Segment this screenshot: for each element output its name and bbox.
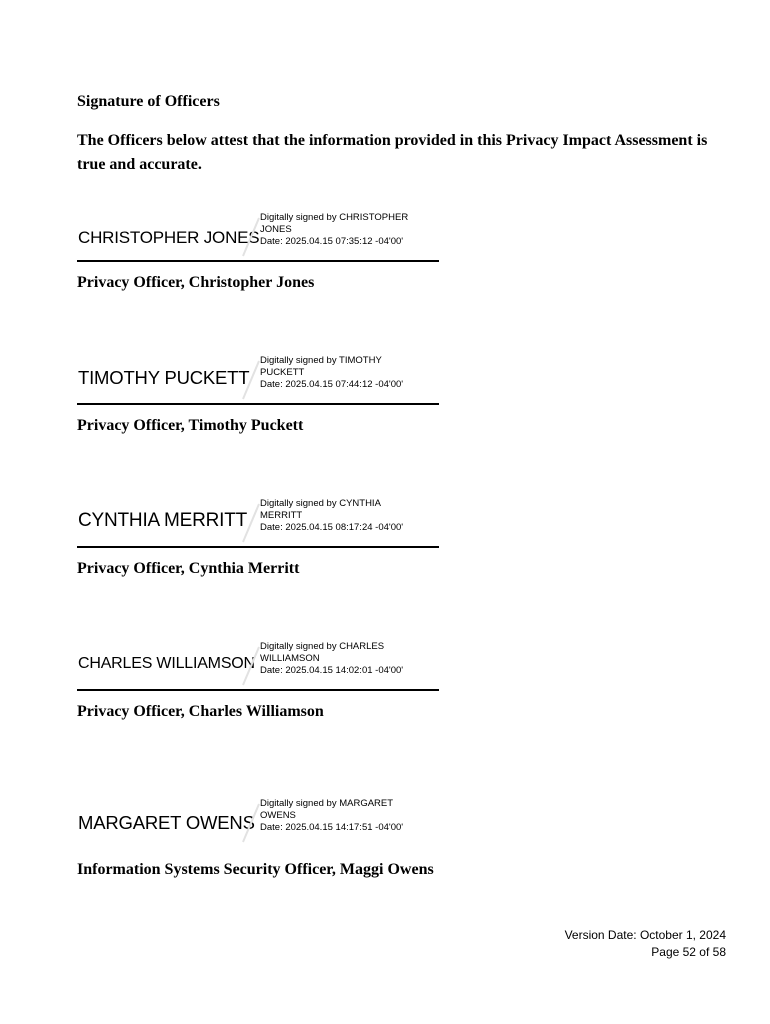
signed-by-line2: WILLIAMSON [260,653,320,664]
signed-by-line2: JONES [260,224,292,235]
signature-block-timothy-puckett[interactable] [77,355,439,405]
signature-details [260,355,403,391]
signer-caption: Privacy Officer, Timothy Puckett [77,417,304,434]
signature-block-margaret-owens[interactable] [77,798,439,848]
signature-date: Date: 2025.04.15 14:17:51 -04'00' [260,822,404,833]
signer-caption: Privacy Officer, Charles Williamson [77,703,324,720]
attestation-statement: The Officers below attest that the information provided in this Privacy Impact Assessment is true and accurate. [77,132,708,173]
signer-caption: Privacy Officer, Christopher Jones [77,274,315,291]
version-date: Version Date: October 1, 2024 [564,928,726,942]
signer-name: CHARLES WILLIAMSON [78,655,255,672]
signature-details [260,798,403,834]
signed-by-line1: Digitally signed by CHARLES [260,641,385,652]
signature-date: Date: 2025.04.15 07:35:12 -04'00' [260,236,404,247]
signature-date: Date: 2025.04.15 08:17:24 -04'00' [260,522,404,533]
signer-name: CYNTHIA MERRITT [78,510,248,531]
signature-line [77,260,439,262]
signer-caption: Privacy Officer, Cynthia Merritt [77,560,300,577]
signed-by-line1: Digitally signed by MARGARET [260,798,394,809]
signer-name: TIMOTHY PUCKETT [78,367,250,388]
signer-caption: Information Systems Security Officer, Maggi Owens [77,861,434,878]
signed-by-line2: PUCKETT [260,367,305,378]
signed-by-line2: MERRITT [260,510,303,521]
signed-by-line1: Digitally signed by CHRISTOPHER [260,212,409,223]
signer-name: CHRISTOPHER JONES [78,228,260,247]
signer-name: MARGARET OWENS [78,812,255,833]
signed-by-line2: OWENS [260,810,296,821]
signature-date: Date: 2025.04.15 07:44:12 -04'00' [260,379,404,390]
page-footer [565,927,726,961]
signature-block-cynthia-merritt[interactable] [77,498,439,548]
page-number: Page 52 of 58 [651,945,726,959]
signed-by-line1: Digitally signed by TIMOTHY [260,355,382,366]
signature-details [260,641,403,677]
signature-line [77,546,439,548]
signed-by-line1: Digitally signed by CYNTHIA [260,498,381,509]
signature-line [77,689,439,691]
section-heading: Signature of Officers [77,93,220,110]
signature-details [260,212,408,248]
signature-line [77,403,439,405]
signature-block-charles-williamson[interactable] [77,641,439,691]
signature-details [260,498,403,534]
signature-date: Date: 2025.04.15 14:02:01 -04'00' [260,665,404,676]
signature-block-christopher-jones[interactable] [77,212,439,262]
